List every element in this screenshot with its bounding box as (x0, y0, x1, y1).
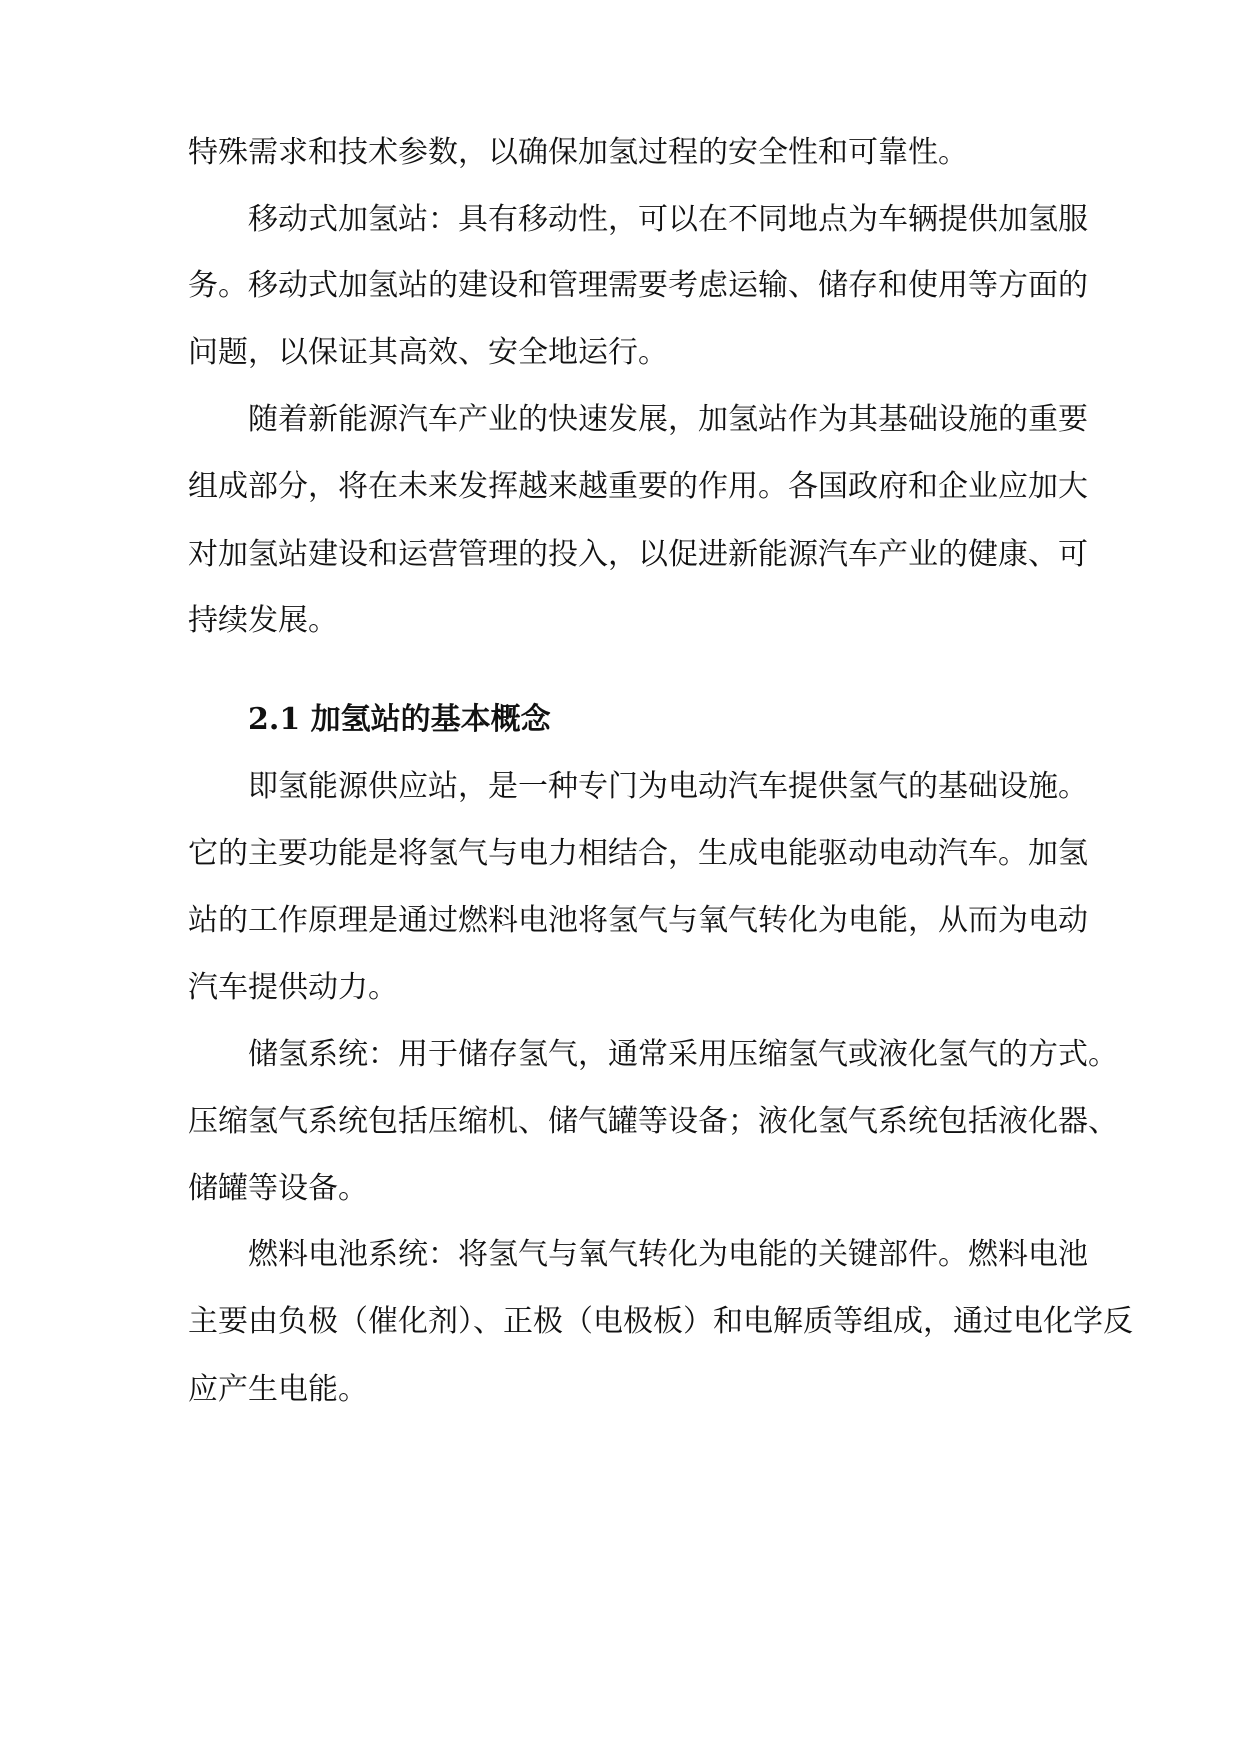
text-line: 问题，以保证其高效、安全地运行。 (188, 335, 668, 370)
text-line: 汽车提供动力。 (188, 970, 398, 1005)
text-line: 移动式加氢站：具有移动性，可以在不同地点为车辆提供加氢服 (248, 202, 1088, 237)
text-line: 它的主要功能是将氢气与电力相结合，生成电能驱动电动汽车。加氢 (188, 836, 1088, 871)
text-line: 储罐等设备。 (188, 1171, 368, 1206)
text-line: 应产生电能。 (188, 1372, 368, 1407)
text-line: 燃料电池系统：将氢气与氧气转化为电能的关键部件。燃料电池 (248, 1237, 1088, 1272)
text-line: 主要由负极（催化剂）、正极（电极板）和电解质等组成，通过电化学反 (188, 1304, 1133, 1339)
text-line: 对加氢站建设和运营管理的投入，以促进新能源汽车产业的健康、可 (188, 537, 1088, 572)
text-line: 持续发展。 (188, 603, 338, 638)
section-heading: 2.1 加氢站的基本概念 (248, 702, 551, 737)
text-line: 压缩氢气系统包括压缩机、储气罐等设备；液化氢气系统包括液化器、 (188, 1104, 1118, 1139)
text-line: 储氢系统：用于储存氢气，通常采用压缩氢气或液化氢气的方式。 (248, 1037, 1118, 1072)
text-line: 即氢能源供应站，是一种专门为电动汽车提供氢气的基础设施。 (248, 769, 1088, 804)
text-line: 随着新能源汽车产业的快速发展，加氢站作为其基础设施的重要 (248, 402, 1088, 437)
text-line: 站的工作原理是通过燃料电池将氢气与氧气转化为电能，从而为电动 (188, 903, 1088, 938)
text-line: 特殊需求和技术参数，以确保加氢过程的安全性和可靠性。 (188, 135, 968, 170)
text-line: 务。移动式加氢站的建设和管理需要考虑运输、储存和使用等方面的 (188, 268, 1088, 303)
text-line: 组成部分，将在未来发挥越来越重要的作用。各国政府和企业应加大 (188, 469, 1088, 504)
